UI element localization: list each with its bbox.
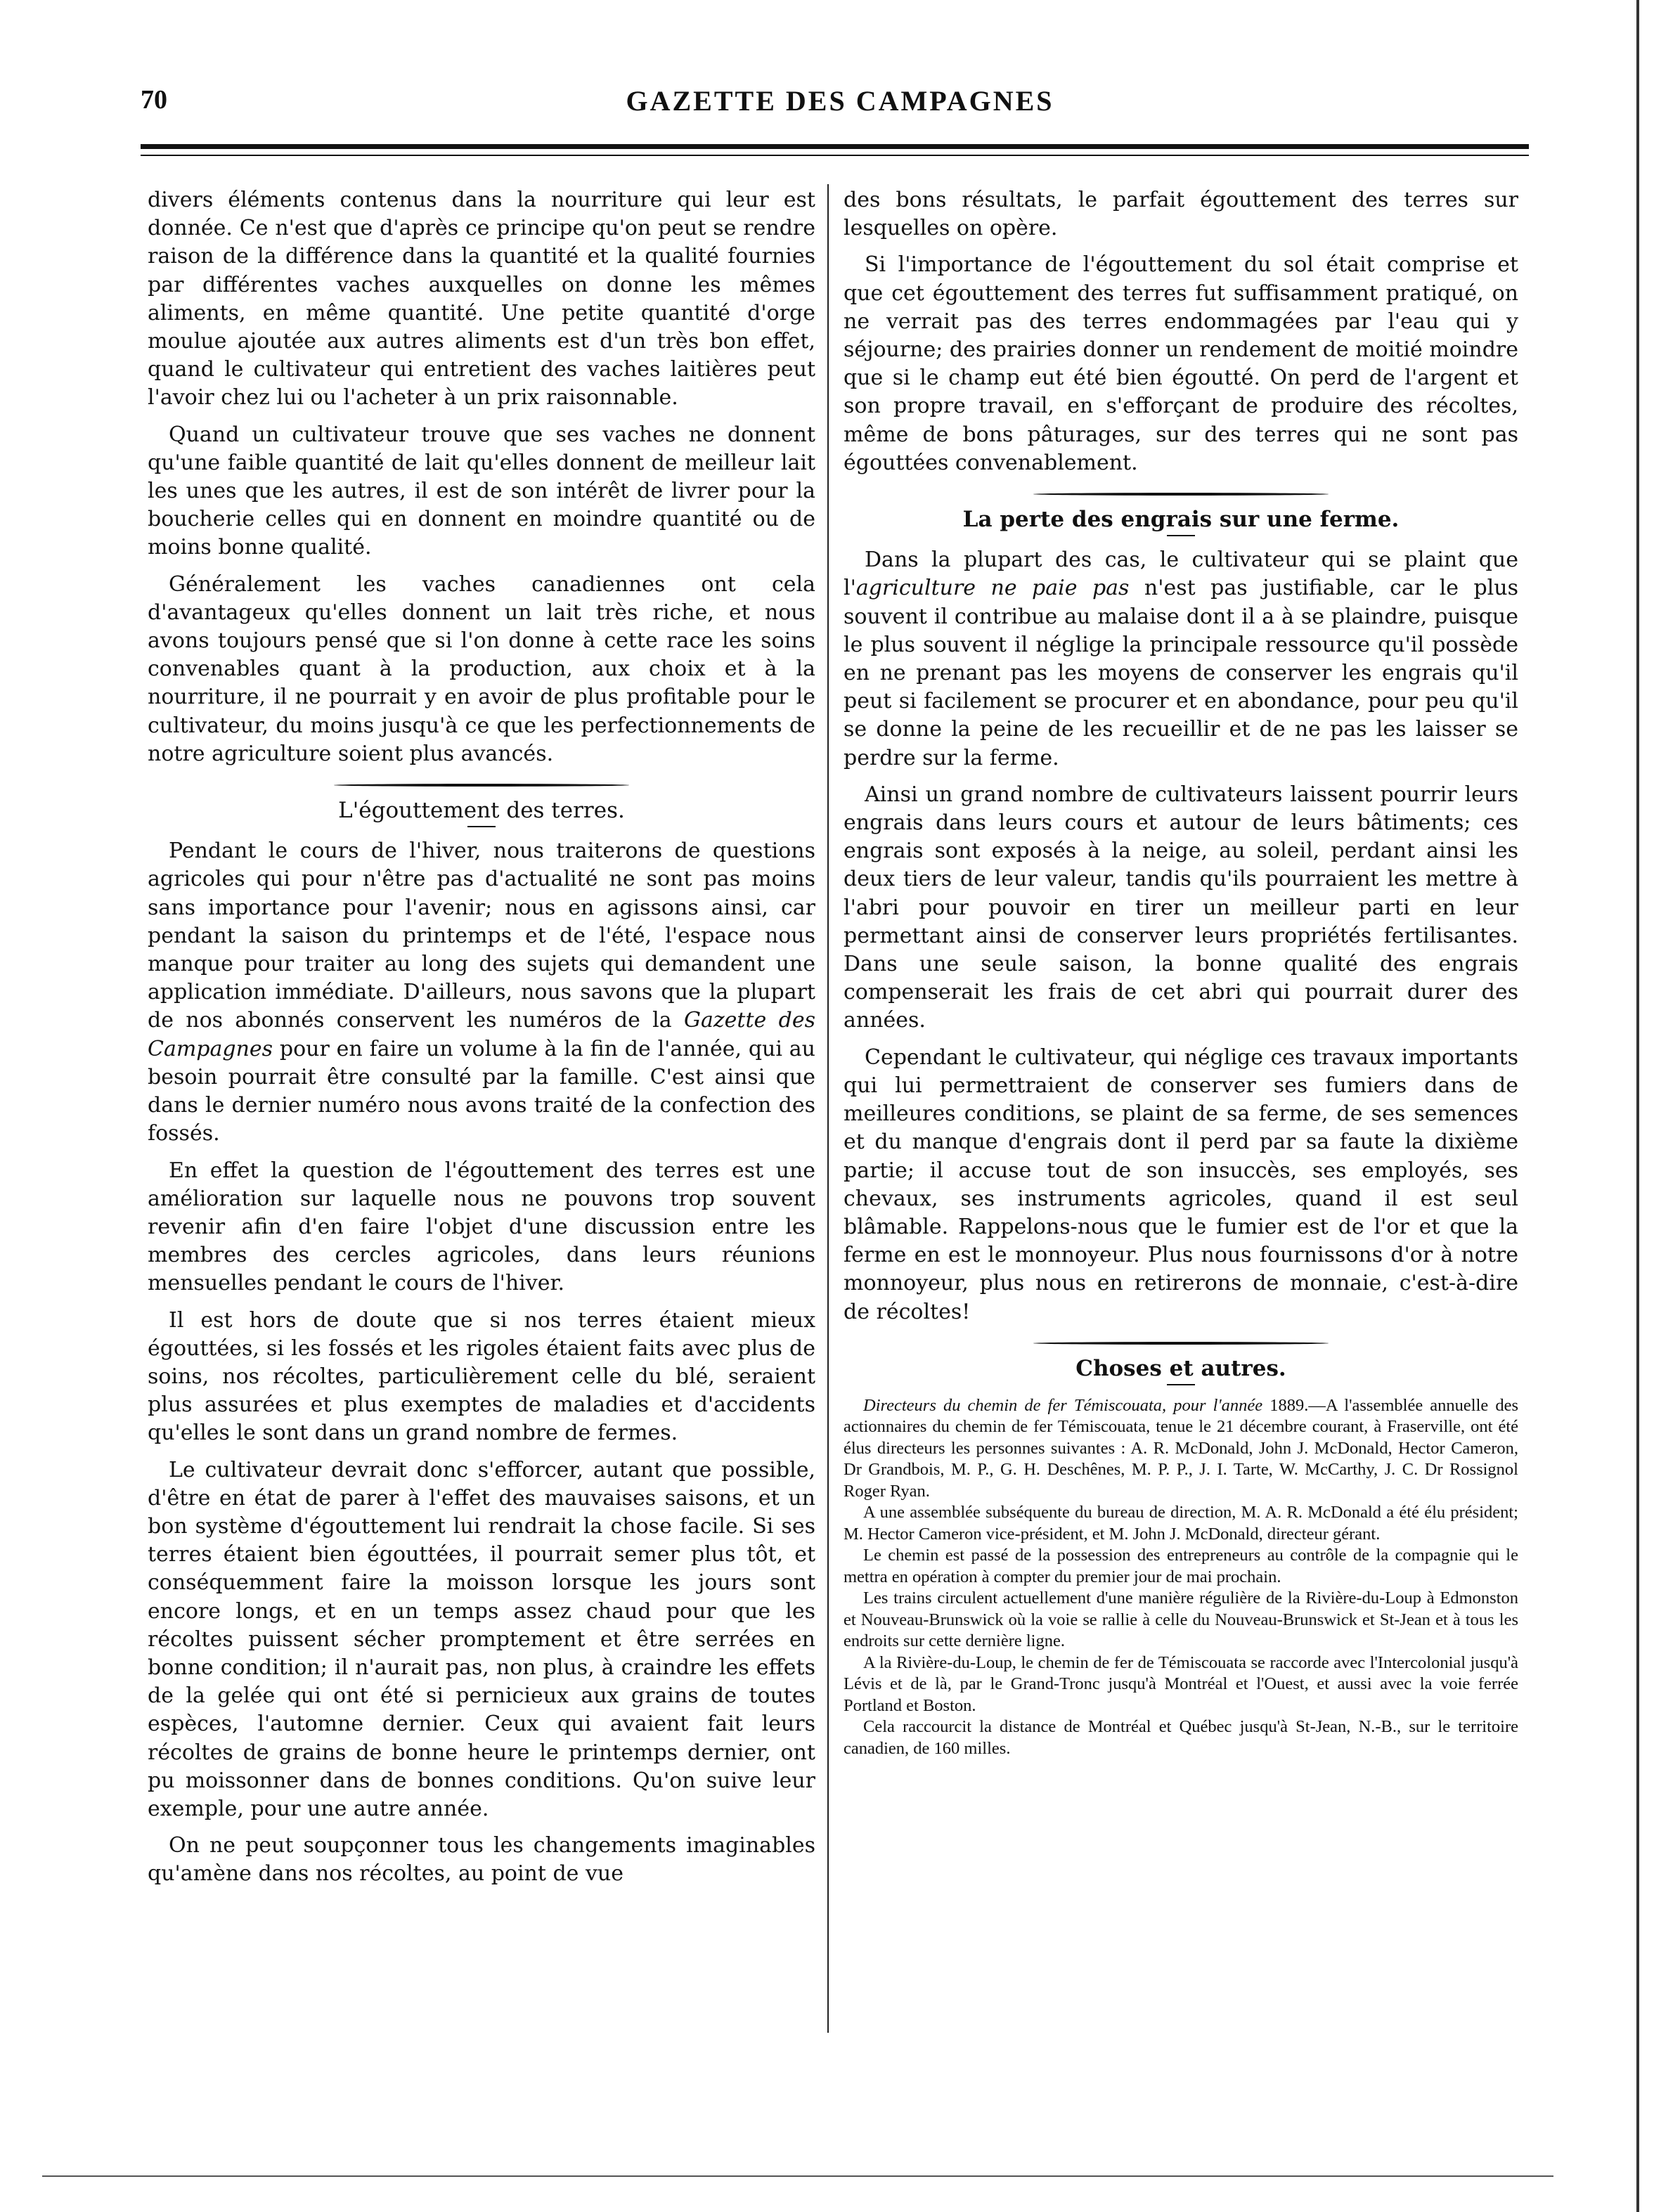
paragraph-text: n'est pas justifiable, car le plus souvent il contribue au malaise dont il a à se plaindre, puisque le plus souvent il néglige la principale ressource qu'il possède en ne prenant pas les moyens de conserver les engrais qu'il peut si facilement se procurer et en abondance, pour peu qu'il se donne la peine de les recueillir et de ne pas les laisser se perdre sur la ferme. xyxy=(844,576,1518,770)
news-items xyxy=(844,1395,1518,1760)
paragraph: Généralement les vaches canadiennes ont cela d'avantageux qu'elles donnent un lait très riche, et nous avons toujours pensé que si l'on donne à cette race les soins convenables quant à la production, aux choix et à la nourriture, il ne pourrait y en avoir de plus profitable pour le cultivateur, du moins jusqu'à ce que les perfectionnements de notre agriculture soient plus avancés. xyxy=(148,571,815,766)
paragraph xyxy=(148,837,815,1148)
paragraph: Quand un cultivateur trouve que ses vaches ne donnent qu'une faible quantité de lait qu'elles donnent de meilleur lait les unes que les autres, il est de son intérêt de livrer pour la boucherie celles qui en donnent en moindre quantité ou de moins bonne qualité. xyxy=(148,422,815,560)
news-item-title: Directeurs du chemin de fer Témiscouata, pour l'année xyxy=(863,1395,1263,1415)
binding-line xyxy=(1636,0,1639,2212)
paragraph: En effet la question de l'égouttement des terres est une amélioration sur laquelle nous ne pouvons trop souvent revenir afin d'en faire l'objet d'une discussion entre les membres des cercles agricoles, dans leurs réunions mensuelles pendant le cours de l'hiver. xyxy=(148,1158,815,1296)
section-heading: La perte des engrais sur une ferme. xyxy=(962,507,1400,533)
paragraph xyxy=(844,546,1518,772)
running-title: GAZETTE DES CAMPAGNES xyxy=(626,85,1054,117)
section-separator xyxy=(334,784,629,787)
section-heading: L'égouttement des terres. xyxy=(338,798,625,824)
paragraph-text: pour en faire un volume à la fin de l'année, qui au besoin pourrait être consulté par la famille. C'est ainsi que dans le dernier numéro nous avons traité de la confection des fossés. xyxy=(148,1036,815,1146)
paragraph: Si l'importance de l'égouttement du sol était comprise et que cet égouttement des terres fut suffisamment pratiqué, on ne verrait pas des terres endommagées par l'eau qui y séjourne; des prairies donner un rendement de moitié moindre que si le champ eut été bien égoutté. On perd de l'argent et son propre travail, en s'efforçant de produire des récoltes, même de bons pâturages, sur des terres qui ne sont pas égouttées convenablement. xyxy=(844,252,1518,475)
right-column xyxy=(844,186,1518,1759)
left-column xyxy=(148,186,815,1897)
section-separator xyxy=(1033,493,1329,496)
italic-title: Gazette des Campagnes xyxy=(148,1008,815,1061)
paragraph: Le cultivateur devrait donc s'efforcer, autant que possible, d'être en état de parer à l'effet des mauvaises saisons, et un bon système d'égouttement lui rendrait la chose facile. Si ses terres étaient bien égouttées, il pourrait semer plus tôt, et conséquemment faire la moisson lorsque les jours sont encore longs, et en un temps assez chaud pour que les récoltes puissent sécher promptement et être serrées en bonne condition; il n'aurait pas, non plus, à craindre les effets de la gelée qui ont été si pernicieux aux grains de toutes espèces, l'automne dernier. Ceux qui avaient fait leurs récoltes de grains de bonne heure le printemps dernier, ont pu moissonner dans de bonnes conditions. Qu'on suive leur exemple, pour une autre année. xyxy=(148,1457,815,1821)
header-rule-thick xyxy=(141,144,1529,149)
heading-dash xyxy=(467,826,496,827)
paragraph: On ne peut soupçonner tous les changements imaginables qu'amène dans nos récoltes, au point de vue xyxy=(148,1833,815,1887)
paragraph: des bons résultats, le parfait égouttement des terres sur lesquelles on opère. xyxy=(844,188,1518,241)
bottom-rule xyxy=(42,2175,1553,2177)
italic-phrase: agriculture ne paie pas xyxy=(855,576,1130,601)
news-item xyxy=(844,1395,1518,1503)
news-item: Les trains circulent actuellement d'une manière régulière de la Rivière-du-Loup à Edmonston et Nouveau-Brunswick où la voie se rallie à celle du Nouveau-Brunswick et St-Jean et à tous les endroits sur cette dernière ligne. xyxy=(844,1589,1518,1651)
heading-dash xyxy=(1167,1384,1195,1385)
heading-dash xyxy=(1167,535,1195,536)
paragraph: Cependant le cultivateur, qui néglige ces travaux importants qui lui permettraient de conserver ses fumiers dans de meilleures conditions, se plaint de sa ferme, de ses semences et du manque d'engrais dont il perd par sa faute la dixième partie; il accuse tout de son insuccès, ses employés, ses chevaux, ses instruments agricoles, quand il est seul blâmable. Rappelons-nous que le fumier est de l'or et que la ferme en est le monnoyeur. Plus nous fournissons d'or à notre monnoyeur, plus nous en retirerons de monnaie, c'est-à-dire de récoltes! xyxy=(844,1044,1518,1324)
paragraph: divers éléments contenus dans la nourriture qui leur est donnée. Ce n'est que d'après ce principe qu'on peut se rendre raison de la différence dans la quantité et la qualité fournies par différentes vaches auxquelles on donne les mêmes aliments, en même quantité. Une petite quantité d'orge moulue ajoutée aux autres aliments est d'un très bon effet, quand le cultivateur qui entretient des vaches laitières peut l'avoir chez lui ou l'acheter à un prix raisonnable. xyxy=(148,188,815,410)
news-item-text: 1889.—A l'assemblée annuelle des actionnaires du chemin de fer Témiscouata, tenue le 21 décembre courant, à Fraserville, ont été élus directeurs les personnes suivantes : A. R. McDonald, John J. McDonald, Hector Cameron, Dr Grandbois, M. P., G. H. Deschênes, M. P. P., J. I. Tarte, W. McCarthy, J. C. Dr Rossignol Roger Ryan. xyxy=(844,1395,1518,1501)
paragraph-text: Dans la plupart des cas, le cultivateur qui se plaint que l' xyxy=(844,548,1518,601)
news-item: A une assemblée subséquente du bureau de direction, M. A. R. McDonald a été élu président; M. Hector Cameron vice-président, et M. John J. McDonald, directeur gérant. xyxy=(844,1503,1518,1544)
news-item: A la Rivière-du-Loup, le chemin de fer de Témiscouata se raccorde avec l'Intercolonial jusqu'à Lévis et de là, par le Grand-Tronc jusqu'à Montréal et l'Ouest, et aussi avec la voie ferrée Portland et Boston. xyxy=(844,1652,1518,1715)
page-number: 70 xyxy=(141,85,167,115)
header-rule-thin xyxy=(141,155,1529,156)
news-item: Le chemin est passé de la possession des entrepreneurs au contrôle de la compagnie qui le mettra en opération à compter du premier jour de mai prochain. xyxy=(844,1546,1518,1586)
binding-edge xyxy=(1631,0,1652,2212)
section-heading: Choses et autres. xyxy=(1075,1355,1286,1381)
column-divider xyxy=(827,184,829,2033)
page-header xyxy=(141,84,1539,127)
news-item: Cela raccourcit la distance de Montréal et Québec jusqu'à St-Jean, N.-B., sur le territoire canadien, de 160 milles. xyxy=(844,1717,1518,1758)
paragraph-text: Pendant le cours de l'hiver, nous traiterons de questions agricoles qui pour n'être pas d'actualité ne sont pas moins sans importance pour l'avenir; nous en agissons ainsi, car pendant la saison du printemps et de l'été, l'espace nous manque pour traiter au long des sujets qui demandent une application immédiate. D'ailleurs, nous savons que la plupart de nos abonnés conservent les numéros de la xyxy=(148,839,815,1033)
paragraph: Ainsi un grand nombre de cultivateurs laissent pourrir leurs engrais dans leurs cours et autour de leurs bâtiments; ces engrais sont exposés à la neige, au soleil, perdant ainsi les deux tiers de leur valeur, tandis qu'ils pourraient les mettre à l'abri pour pouvoir en tirer un meilleur parti en leur permettant ainsi de conserver leurs propriétés fertilisantes. Dans une seule saison, la bonne qualité des engrais compenserait les frais de cet abri qui pourrait durer des années. xyxy=(844,782,1518,1033)
paragraph: Il est hors de doute que si nos terres étaient mieux égouttées, si les fossés et les rigoles étaient faits avec plus de soins, nos récoltes, particulièrement celle du blé, seraient plus assurées et plus exemptes de maladies et d'accidents qu'elles le sont dans un grand nombre de fermes. xyxy=(148,1307,815,1446)
section-separator xyxy=(1033,1342,1329,1345)
